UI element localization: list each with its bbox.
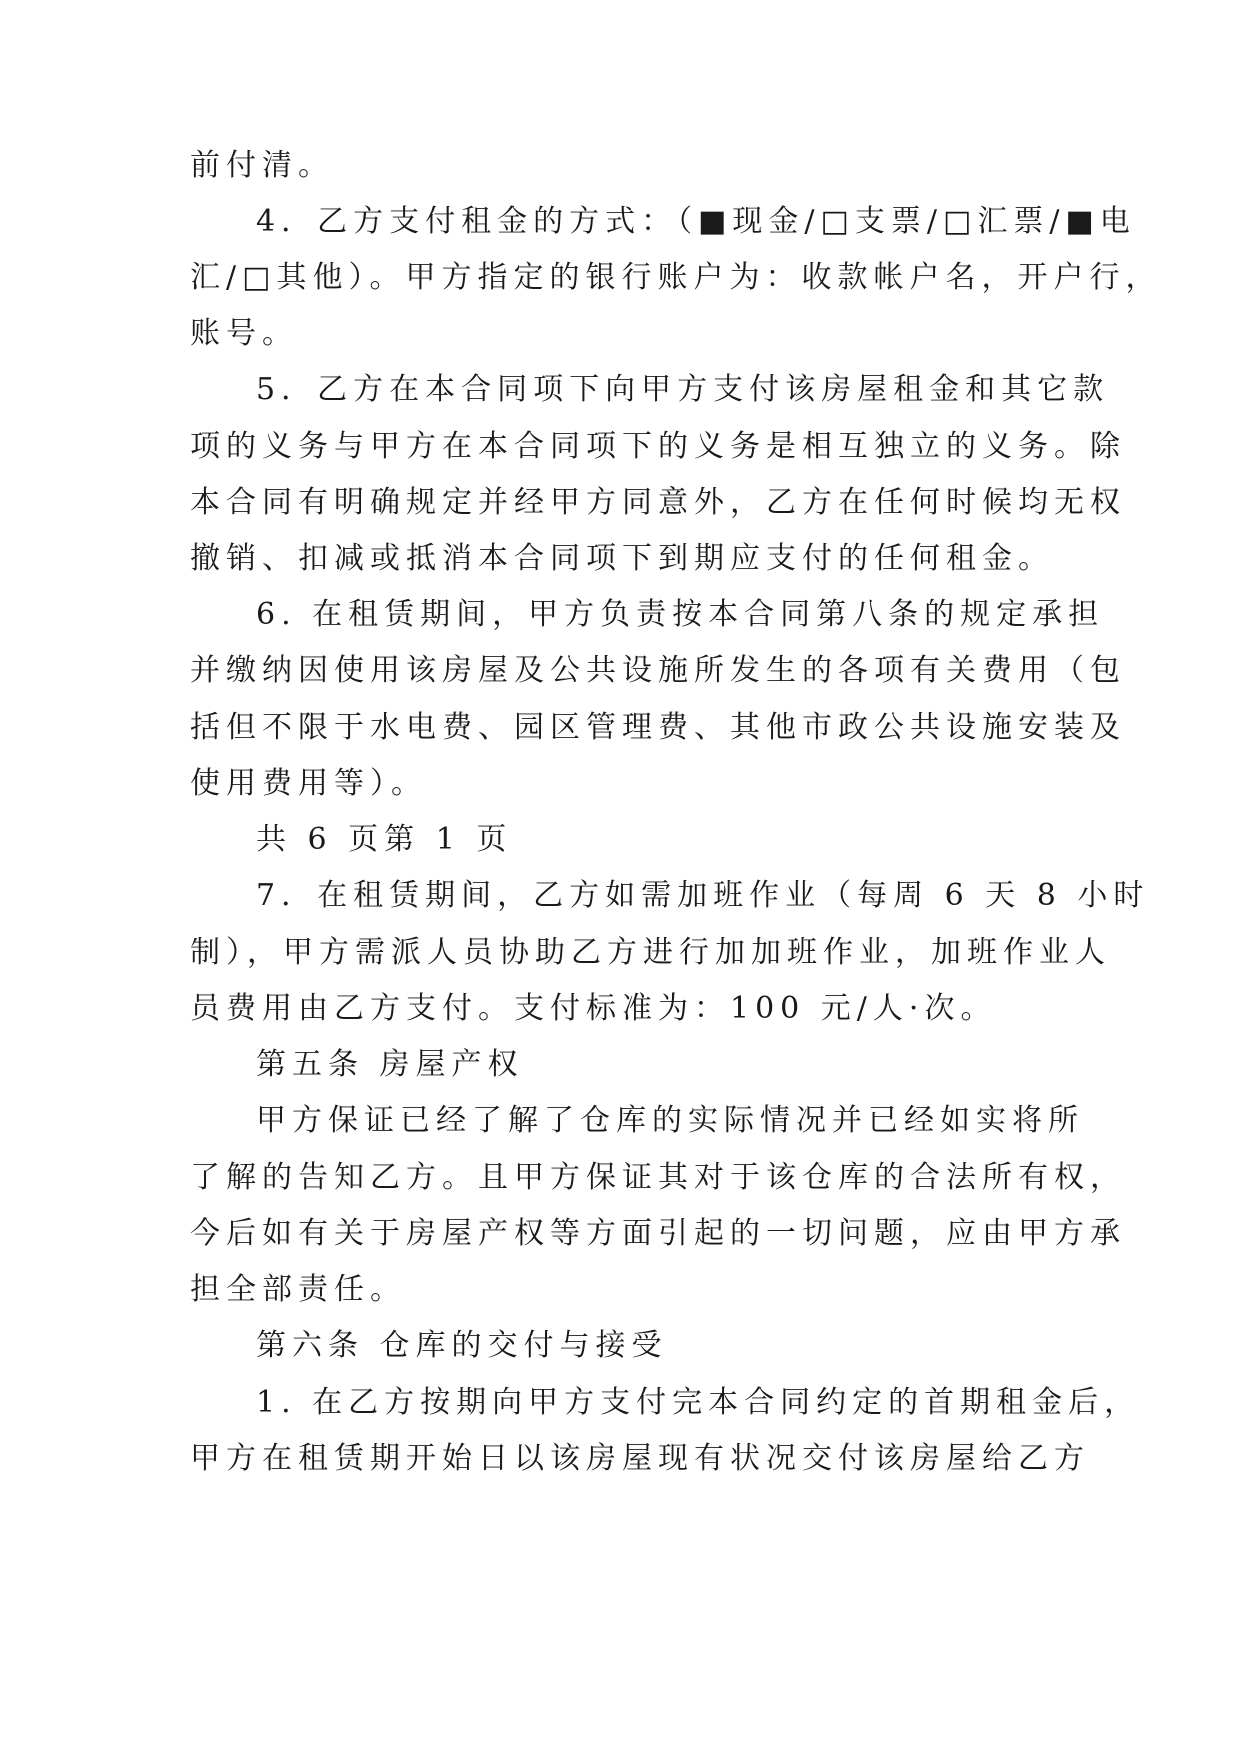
text-line: 甲方保证已经了解了仓库的实际情况并已经如实将所 (256, 1103, 1084, 1138)
text-line: 汇/□其他）。甲方指定的银行账户为：收款帐户名，开户行， (190, 260, 1162, 295)
text-line: 项的义务与甲方在本合同项下的义务是相互独立的义务。除 (190, 429, 1126, 464)
page-counter: 共 6 页第 1 页 (256, 822, 513, 857)
text-line: 制），甲方需派人员协助乙方进行加加班作业，加班作业人 (190, 935, 1111, 970)
text-line: 并缴纳因使用该房屋及公共设施所发生的各项有关费用（包 (190, 653, 1126, 688)
text-line: 前付清。 (190, 148, 334, 183)
text-line: 撤销、扣减或抵消本合同项下到期应支付的任何租金。 (190, 541, 1054, 576)
text-line: 甲方在租赁期开始日以该房屋现有状况交付该房屋给乙方 (190, 1441, 1090, 1476)
text-line: 账号。 (190, 316, 298, 351)
text-line: 员费用由乙方支付。支付标准为：100 元/人·次。 (190, 991, 997, 1026)
text-line: 担全部责任。 (190, 1272, 406, 1307)
text-line: 本合同有明确规定并经甲方同意外，乙方在任何时候均无权 (190, 485, 1126, 520)
text-line: 1. 在乙方按期向甲方支付完本合同约定的首期租金后， (256, 1385, 1141, 1420)
text-line: 括但不限于水电费、园区管理费、其他市政公共设施安装及 (190, 710, 1126, 745)
section-heading: 第六条 仓库的交付与接受 (256, 1328, 668, 1363)
section-heading: 第五条 房屋产权 (256, 1047, 524, 1082)
text-line: 今后如有关于房屋产权等方面引起的一切问题，应由甲方承 (190, 1216, 1126, 1251)
text-line: 6. 在租赁期间，甲方负责按本合同第八条的规定承担 (256, 597, 1105, 632)
text-line: 使用费用等）。 (190, 766, 427, 801)
text-line: 了解的告知乙方。且甲方保证其对于该仓库的合法所有权， (190, 1160, 1126, 1195)
text-line: 7．在租赁期间，乙方如需加班作业（每周 6 天 8 小时 (256, 878, 1150, 913)
text-line: 4．乙方支付租金的方式：（■现金/□支票/□汇票/■电 (256, 204, 1136, 239)
text-line: 5．乙方在本合同项下向甲方支付该房屋租金和其它款 (256, 372, 1110, 407)
